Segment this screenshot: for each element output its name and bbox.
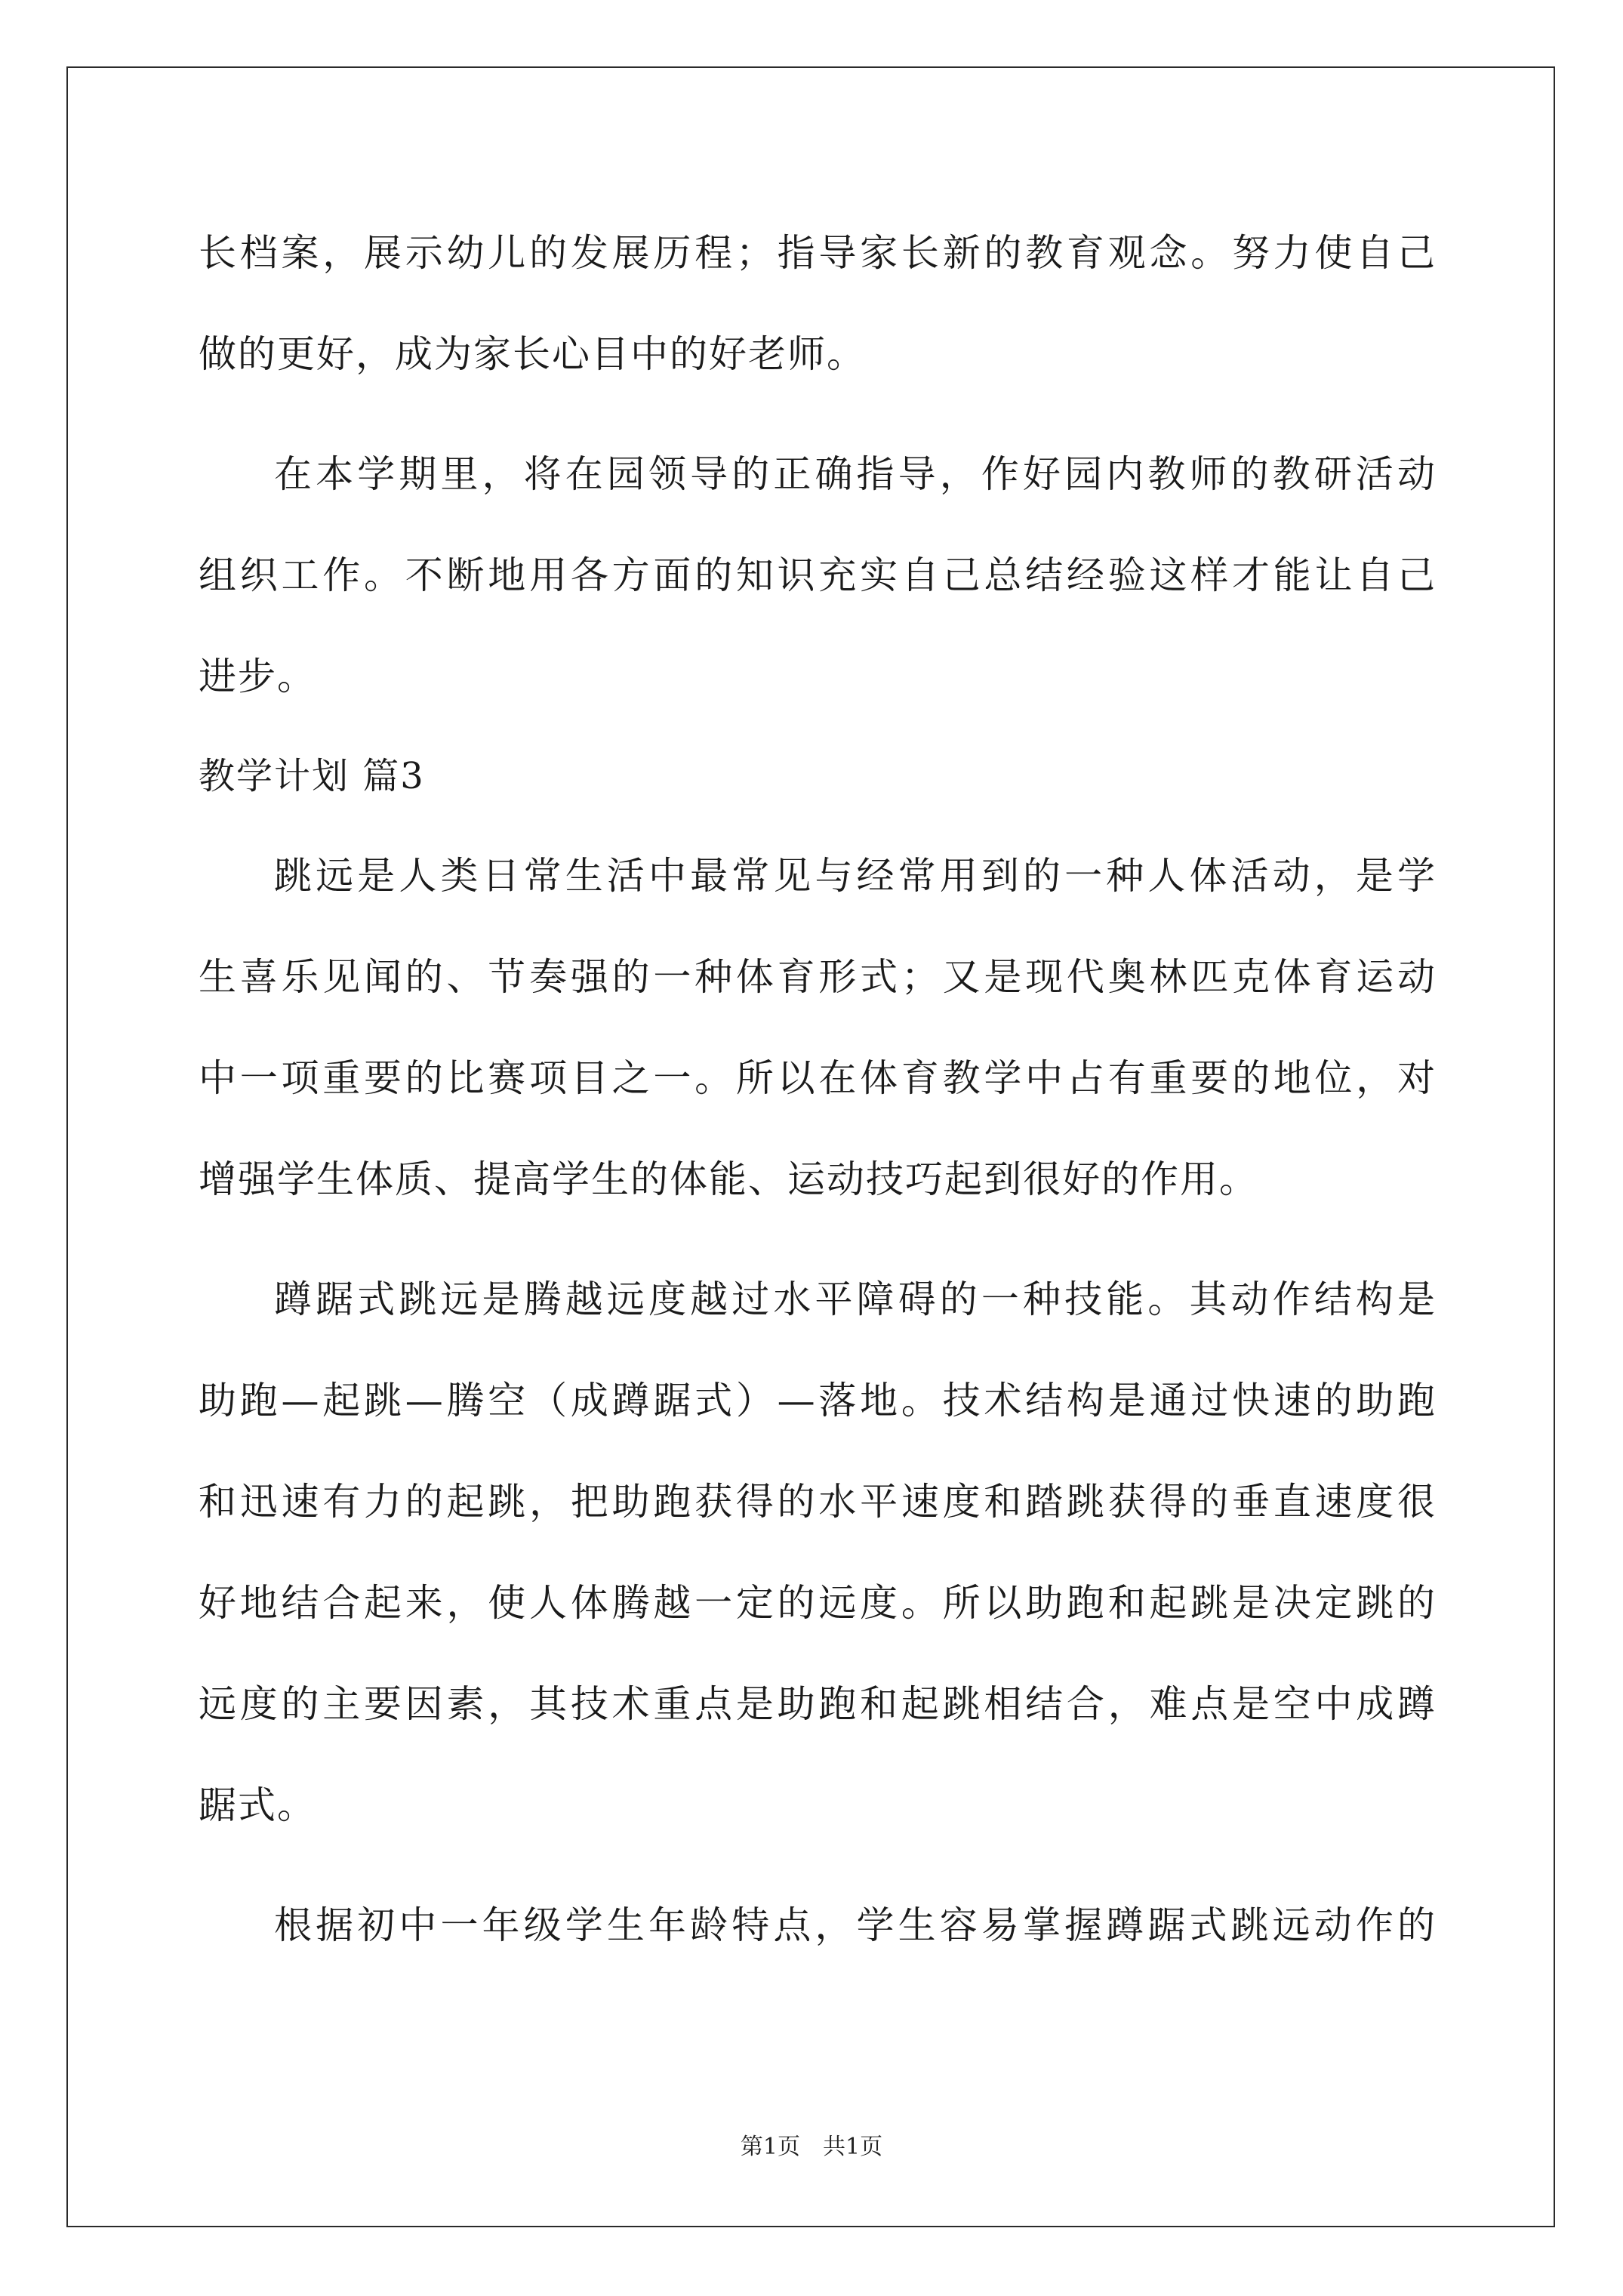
document-body [199, 202, 1437, 1976]
text-line: 跳远是人类日常生活中最常见与经常用到的一种人体活动，是学 [274, 854, 1437, 898]
text-line: 中一项重要的比赛项目之一。所以在体育教学中占有重要的地位，对 [199, 1056, 1437, 1100]
text-line: 进步。 [199, 655, 316, 698]
text-line: 远度的主要因素，其技术重点是助跑和起跳相结合，难点是空中成蹲 [199, 1682, 1437, 1726]
text-line: 生喜乐见闻的、节奏强的一种体育形式；又是现代奥林匹克体育运动 [199, 955, 1437, 999]
text-line: 根据初中一年级学生年龄特点，学生容易掌握蹲踞式跳远动作的 [274, 1903, 1437, 1947]
page-number-footer: 第1页 共1页 [740, 2134, 883, 2160]
text-line: 好地结合起来，使人体腾越一定的远度。所以助跑和起跳是决定跳的 [199, 1581, 1437, 1625]
text-line: 助跑—起跳—腾空（成蹲踞式）—落地。技术结构是通过快速的助跑 [199, 1379, 1437, 1422]
section-heading: 教学计划 篇3 [199, 755, 425, 797]
text-line: 和迅速有力的起跳，把助跑获得的水平速度和踏跳获得的垂直速度很 [199, 1480, 1437, 1524]
text-line: 长档案，展示幼儿的发展历程；指导家长新的教育观念。努力使自己 [199, 231, 1437, 275]
text-line: 蹲踞式跳远是腾越远度越过水平障碍的一种技能。其动作结构是 [274, 1277, 1437, 1321]
text-line: 踞式。 [199, 1783, 316, 1827]
text-line: 组织工作。不断地用各方面的知识充实自己总结经验这样才能让自己 [199, 553, 1437, 597]
text-line: 在本学期里，将在园领导的正确指导，作好园内教师的教研活动 [274, 452, 1437, 496]
text-line: 增强学生体质、提高学生的体能、运动技巧起到很好的作用。 [199, 1157, 1258, 1201]
text-line: 做的更好，成为家长心目中的好老师。 [199, 332, 866, 376]
